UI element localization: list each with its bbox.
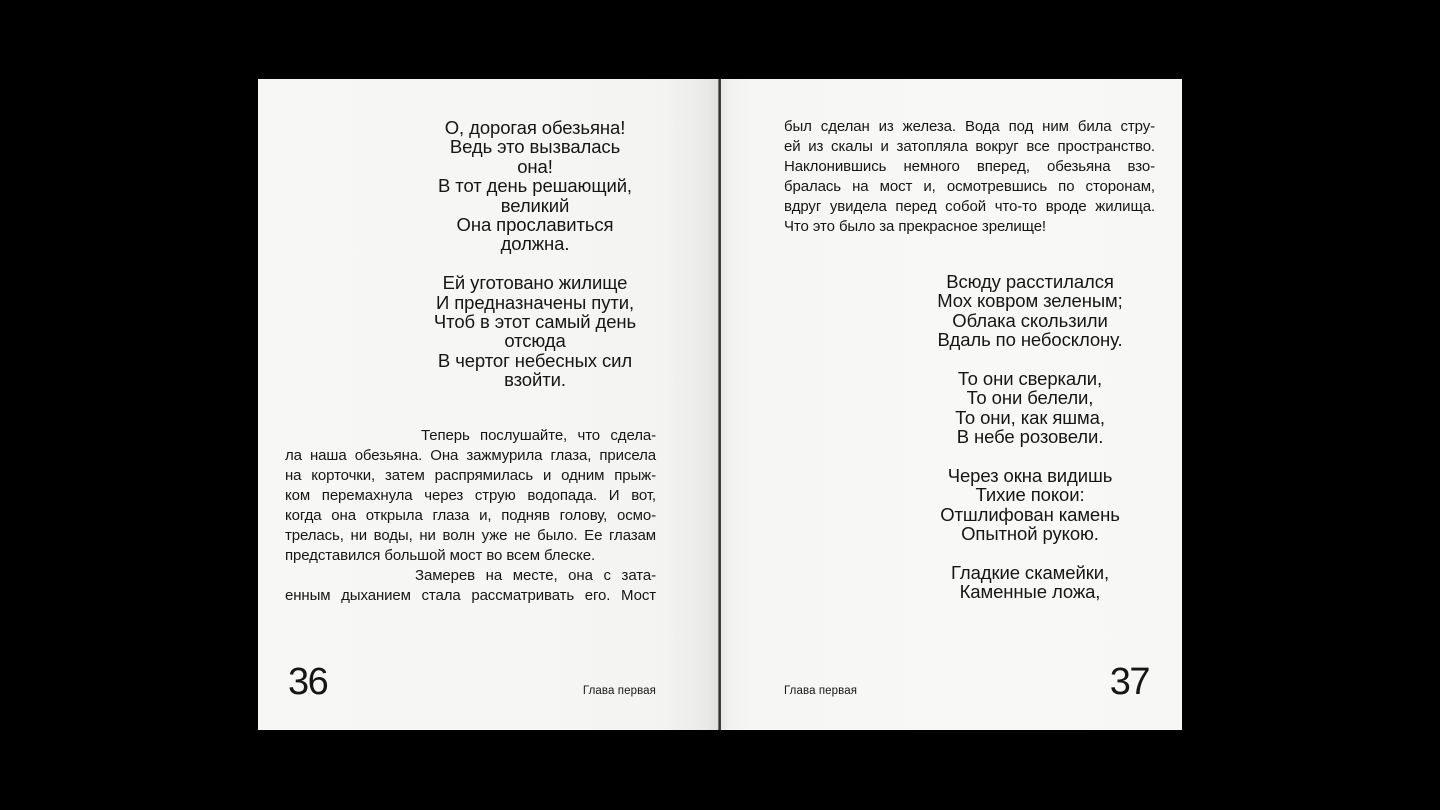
- prose-line: когда она открыла глаза и, подняв голову, осмо-: [285, 507, 656, 524]
- poem-stanza: [905, 563, 1155, 602]
- prose-block-right: [784, 117, 1155, 237]
- poem-line: Опытной рукою.: [961, 523, 1099, 545]
- prose-line: трелась, ни воды, ни волн уже не было. Ее глазам: [285, 527, 656, 544]
- poem-line: великий: [500, 194, 570, 216]
- prose-line: Что это было за прекрасное зрелище!: [784, 218, 1047, 235]
- poem-block-left: [410, 118, 660, 390]
- poem-line: В тот день решающий,: [438, 175, 632, 197]
- poem-line: Отшлифован камень: [940, 503, 1120, 525]
- prose-line: ей из скалы и затопляла вокруг все пространство.: [784, 138, 1155, 155]
- poem-line: Она прославиться: [456, 214, 614, 236]
- poem-stanza: [410, 118, 660, 254]
- page-right: [720, 79, 1182, 730]
- poem-line: Облака скользили: [952, 309, 1108, 331]
- prose-line: был сделан из железа. Вода под ним била стру-: [784, 118, 1155, 135]
- prose-line: Наклонившись немного вперед, обезьяна взо-: [784, 158, 1155, 175]
- poem-stanza: [905, 466, 1155, 544]
- prose-line: бралась на мост и, осмотревшись по сторонам,: [784, 178, 1155, 195]
- page-number-right: 37: [1109, 661, 1149, 703]
- poem-line: отсюда: [504, 330, 566, 352]
- prose-line: представился большой мост во всем блеске.: [285, 547, 596, 564]
- poem-line: она!: [517, 155, 553, 177]
- prose-line: ком перемахнула через струю водопада. И вот,: [285, 487, 656, 504]
- page-left: [258, 79, 720, 730]
- book-spread: [258, 79, 1182, 730]
- poem-stanza: [905, 272, 1155, 350]
- poem-line: В небе розовели.: [956, 426, 1104, 448]
- poem-line: Всюду расстилался: [946, 271, 1114, 292]
- poem-line: То они белели,: [966, 387, 1094, 409]
- prose-block-left: [285, 426, 656, 606]
- poem-stanza: [410, 273, 660, 389]
- book-spine: [718, 79, 721, 730]
- poem-line: О, дорогая обезьяна!: [444, 117, 626, 138]
- poem-line: То они сверкали,: [957, 368, 1103, 390]
- prose-line: енным дыханием стала рассматривать его. Мост: [285, 587, 656, 604]
- poem-line: Через окна видишь: [947, 465, 1113, 487]
- poem-line: Ей уготовано жилище: [442, 272, 628, 294]
- running-title-right: Глава первая: [784, 685, 858, 697]
- poem-line: И предназначены пути,: [436, 291, 634, 313]
- prose-line: на корточки, затем распрямилась и одним прыж-: [285, 467, 656, 484]
- poem-line: Мох ковром зеленым;: [937, 290, 1123, 312]
- poem-line: взойти.: [504, 369, 566, 391]
- poem-line: Чтоб в этот самый день: [433, 311, 637, 333]
- poem-stanza: [905, 369, 1155, 447]
- poem-line: То они, как яшма,: [955, 406, 1105, 428]
- prose-line: ла наша обезьяна. Она зажмурила глаза, присела: [285, 447, 656, 464]
- poem-line: Каменные ложа,: [959, 581, 1101, 603]
- prose-line: Замерев на месте, она с зата-: [415, 567, 656, 584]
- poem-line: Тихие покои:: [975, 484, 1085, 506]
- poem-line: должна.: [500, 233, 570, 255]
- running-title-left: Глава первая: [582, 685, 656, 697]
- prose-line: вдруг увидела перед собой что-то вроде жилища.: [784, 198, 1155, 215]
- prose-line: Теперь послушайте, что сдела-: [421, 427, 656, 444]
- poem-line: Гладкие скамейки,: [951, 562, 1109, 584]
- poem-block-right: [905, 272, 1155, 602]
- page-number-left: 36: [288, 661, 328, 703]
- poem-line: В чертог небесных сил: [437, 349, 633, 371]
- poem-line: Вдаль по небосклону.: [937, 329, 1123, 351]
- poem-line: Ведь это вызвалась: [449, 136, 621, 158]
